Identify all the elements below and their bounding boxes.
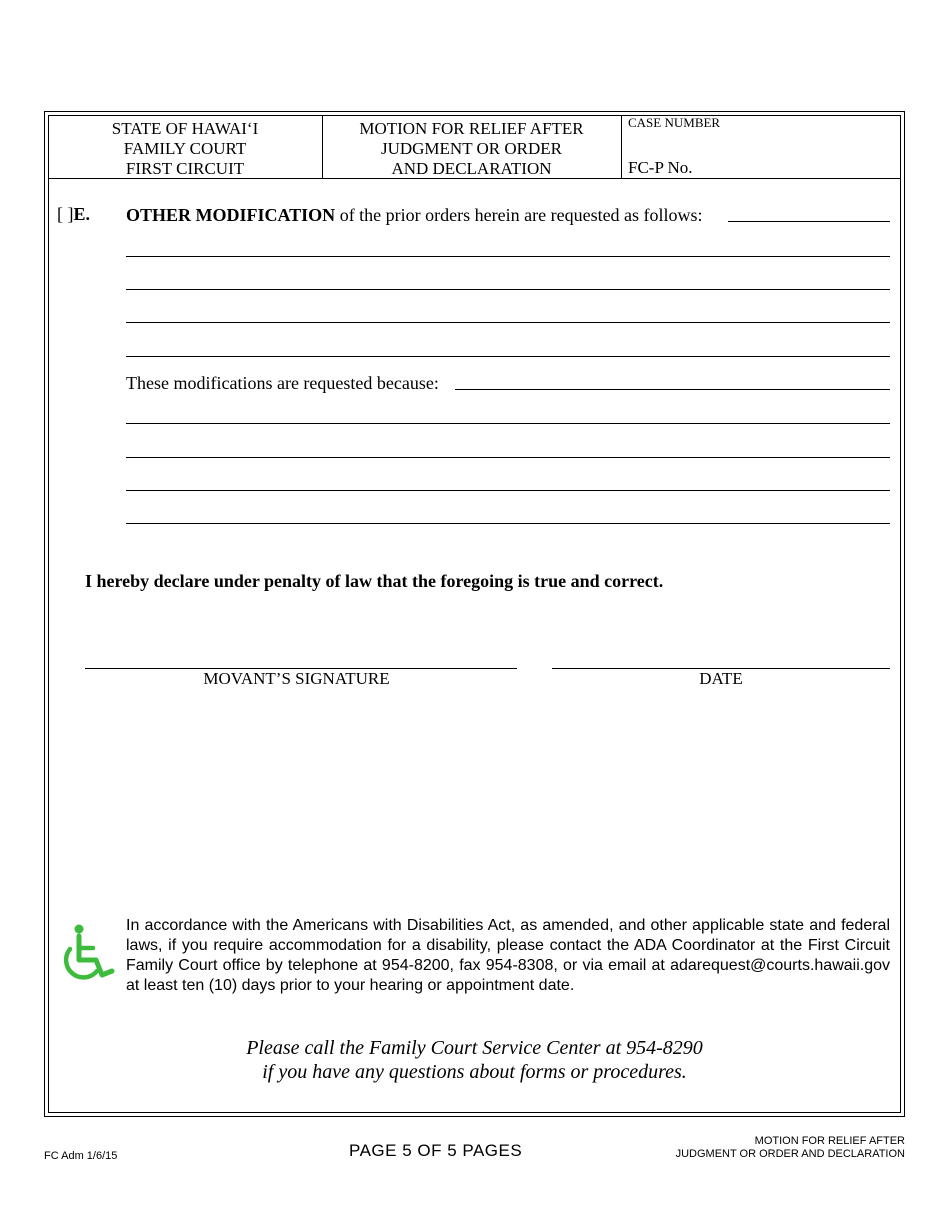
section-e-heading: OTHER MODIFICATION xyxy=(126,205,336,225)
section-e-checkbox[interactable] xyxy=(57,204,90,225)
ada-notice: In accordance with the Americans with Disabilities Act, as amended, and other applicable state and federal laws, if you require accommodation for a disability, please contact the ADA Coordinator at the First Circuit Family Court office by telephone at 954-8200, fax 954-8308, or via email at adarequest@courts.hawaii.gov at least ten (10) days prior to your hearing or appointment date. xyxy=(126,917,890,994)
court-line: FIRST CIRCUIT xyxy=(125,159,245,178)
reason-input-line[interactable] xyxy=(126,423,890,424)
reason-input-line[interactable] xyxy=(126,490,890,491)
reason-input-line[interactable] xyxy=(455,389,890,390)
form-title-line: MOTION FOR RELIEF AFTER xyxy=(359,119,584,138)
court-line: STATE OF HAWAI‘I xyxy=(111,119,259,138)
header-divider xyxy=(621,115,622,178)
wheelchair-accessibility-icon xyxy=(56,922,116,984)
service-center-line: Please call the Family Court Service Center at 954-8290 xyxy=(246,1037,703,1059)
court-line: FAMILY COURT xyxy=(123,139,247,158)
section-letter: E. xyxy=(73,204,91,224)
reason-input-line[interactable] xyxy=(126,523,890,524)
reason-input-line[interactable] xyxy=(126,457,890,458)
checkbox-brackets: [ ] xyxy=(57,204,74,224)
declaration-statement: I hereby declare under penalty of law that the foregoing is true and correct. xyxy=(85,571,664,591)
footer-title-line: MOTION FOR RELIEF AFTER xyxy=(754,1135,905,1147)
footer-title xyxy=(676,1135,905,1161)
case-number-field[interactable]: FC-P No. xyxy=(628,158,693,177)
date-label: DATE xyxy=(699,669,743,688)
form-id: FC Adm 1/6/15 xyxy=(44,1150,118,1162)
modification-input-line[interactable] xyxy=(126,256,890,257)
service-center-notice xyxy=(48,1036,901,1084)
form-title-block xyxy=(322,119,621,179)
modification-input-line[interactable] xyxy=(126,289,890,290)
court-name-block xyxy=(48,119,322,179)
form-title-line: AND DECLARATION xyxy=(391,159,552,178)
footer-title-line: JUDGMENT OR ORDER AND DECLARATION xyxy=(675,1148,905,1160)
movant-signature-label: MOVANT’S SIGNATURE xyxy=(203,669,390,688)
form-title-line: JUDGMENT OR ORDER xyxy=(380,139,563,158)
reason-label: These modifications are requested because: xyxy=(126,373,439,393)
modification-input-line[interactable] xyxy=(728,221,890,222)
page-indicator: PAGE 5 OF 5 PAGES xyxy=(349,1141,523,1160)
section-e-prompt xyxy=(126,205,703,226)
service-center-line: if you have any questions about forms or procedures. xyxy=(262,1061,687,1083)
case-number-label: CASE NUMBER xyxy=(628,115,721,130)
modification-input-line[interactable] xyxy=(126,322,890,323)
section-e-text: of the prior orders herein are requested as follows: xyxy=(335,205,703,225)
modification-input-line[interactable] xyxy=(126,356,890,357)
